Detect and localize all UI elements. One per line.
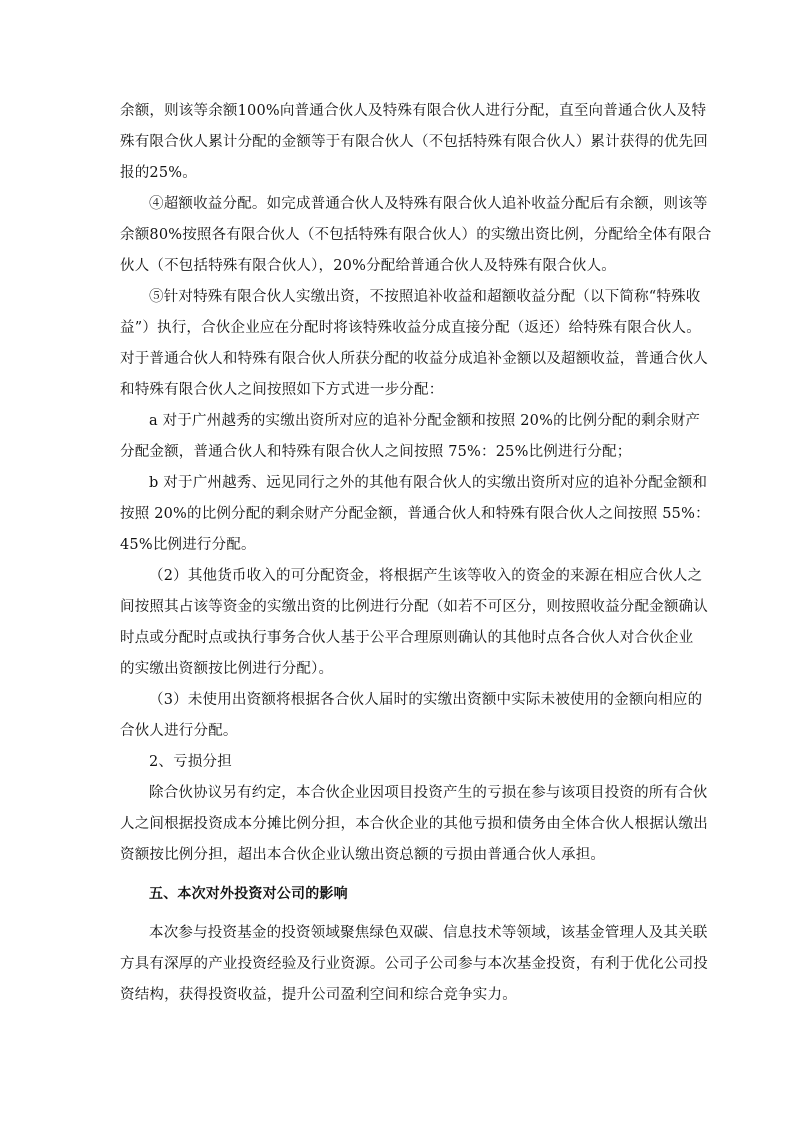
paragraph-line: 按照 20%的比例分配的剩余财产分配金额，普通合伙人和特殊有限合伙人之间按照 55%：: [120, 506, 710, 522]
paragraph-line: 间按照其占该等资金的实缴出资的比例进行分配（如若不可区分，则按照收益分配金额确认: [120, 599, 708, 615]
paragraph-line: 伙人（不包括特殊有限合伙人），20%分配给普通合伙人及特殊有限合伙人。: [120, 258, 616, 274]
paragraph-line: 余额，则该等余额100%向普通合伙人及特殊有限合伙人进行分配，直至向普通合伙人及特: [120, 103, 707, 119]
document-page: [120, 96, 712, 1011]
subsection-heading: 2、亏损分担: [149, 754, 232, 770]
paragraph-line: ④超额收益分配。如完成普通合伙人及特殊有限合伙人追补收益分配后有余额，则该等: [149, 196, 708, 212]
paragraph-line: 余额80%按照各有限合伙人（不包括特殊有限合伙人）的实缴出资比例，分配给全体有限合: [120, 227, 712, 243]
paragraph-line: 分配金额，普通合伙人和特殊有限合伙人之间按照 75%：25%比例进行分配；: [120, 444, 632, 460]
paragraph-line: a 对于广州越秀的实缴出资所对应的追补分配金额和按照 20%的比例分配的剩余财产: [149, 413, 701, 429]
paragraph-line: 的实缴出资额按比例进行分配）。: [120, 661, 334, 677]
paragraph-line: 对于普通合伙人和特殊有限合伙人所获分配的收益分成追补金额以及超额收益，普通合伙人: [120, 351, 708, 367]
paragraph-line: 资额按比例分担，超出本合伙企业认缴出资总额的亏损由普通合伙人承担。: [120, 847, 606, 863]
paragraph-line: 时点或分配时点或执行事务合伙人基于公平合理原则确认的其他时点各合伙人对合伙企业: [120, 630, 694, 646]
paragraph-line: 益”）执行，合伙企业应在分配时将该特殊收益分成直接分配（返还）给特殊有限合伙人。: [120, 320, 701, 336]
paragraph-line: ⑤针对特殊有限合伙人实缴出资，不按照追补收益和超额收益分配（以下简称“特殊收: [149, 289, 701, 305]
paragraph-line: （2）其他货币收入的可分配资金，将根据产生该等收入的资金的来源在相应合伙人之: [149, 568, 703, 584]
paragraph-line: 45%比例进行分配。: [120, 537, 256, 553]
paragraph-line: 报的25%。: [120, 165, 197, 181]
paragraph-line: 殊有限合伙人累计分配的金额等于有限合伙人（不包括特殊有限合伙人）累计获得的优先回: [120, 134, 708, 150]
paragraph-line: 合伙人进行分配。: [120, 723, 238, 739]
paragraph-line: 和特殊有限合伙人之间按照如下方式进一步分配：: [120, 382, 444, 398]
section-heading: 五、本次对外投资对公司的影响: [149, 886, 348, 902]
paragraph-line: b 对于广州越秀、远见同行之外的其他有限合伙人的实缴出资所对应的追补分配金额和: [149, 475, 708, 491]
paragraph-line: （3）未使用出资额将根据各合伙人届时的实缴出资额中实际未被使用的金额向相应的: [149, 692, 703, 708]
paragraph-line: 本次参与投资基金的投资领域聚焦绿色双碳、信息技术等领域，该基金管理人及其关联: [149, 925, 708, 941]
paragraph-line: 人之间根据投资成本分摊比例分担，本合伙企业的其他亏损和债务由全体合伙人根据认缴出: [120, 816, 708, 832]
paragraph-line: 方具有深厚的产业投资经验及行业资源。公司子公司参与本次基金投资，有利于优化公司投: [120, 956, 708, 972]
paragraph-line: 除合伙协议另有约定，本合伙企业因项目投资产生的亏损在参与该项目投资的所有合伙: [149, 785, 708, 801]
paragraph-line: 资结构，获得投资收益，提升公司盈利空间和综合竞争实力。: [120, 987, 517, 1003]
